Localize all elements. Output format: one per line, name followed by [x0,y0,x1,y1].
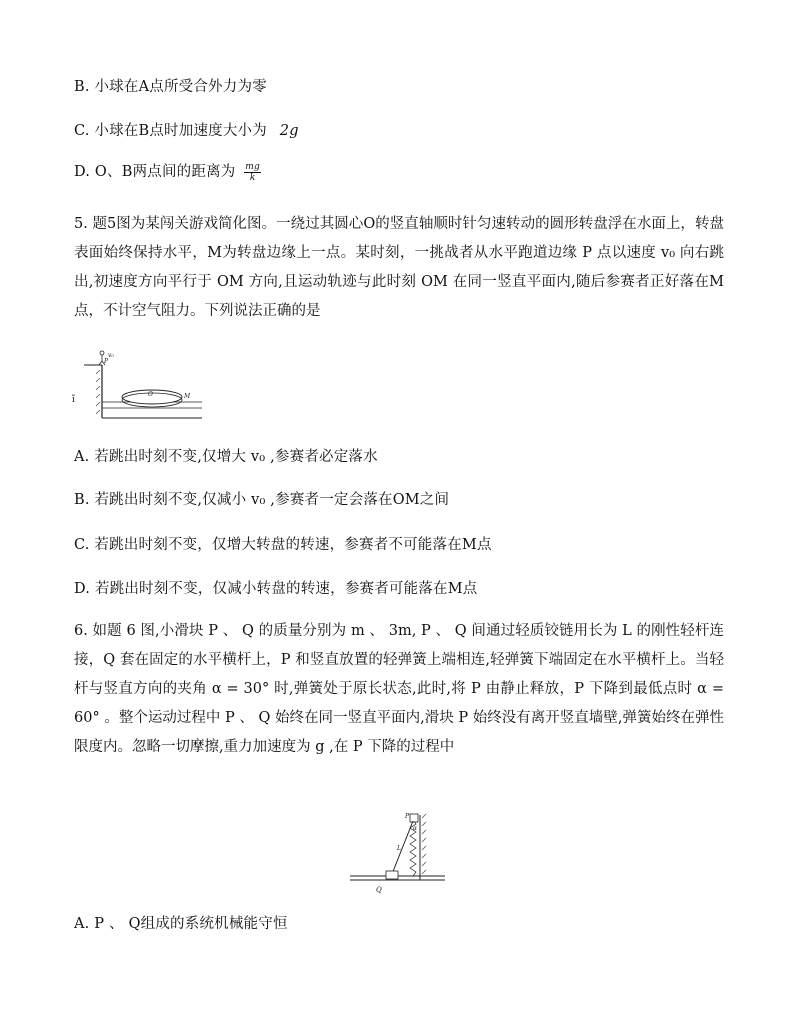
label-alpha: α [413,825,418,832]
person-icon [100,351,104,355]
block-Q [386,871,398,879]
q5-option-d: D. 若跳出时刻不变，仅减小转盘的转速，参赛者可能落在M点 [74,581,478,597]
q6-option-a: A. P 、 Q组成的系统机械能守恒 [74,916,288,932]
q5-stem: 5. 题5图为某闯关游戏简化图。一绕过其圆心O的竖直轴顺时针匀速转动的圆形转盘浮在水面上，转盘表面始终保持水平，M为转盘边缘上一点。某时刻，一挑战者从水平跑道边缘 P 点以速度 v₀ 向右跳出,初速度方向平行于 OM 方向,且运动轨迹与此时刻 OM 在同一竖直平面内,随后参赛者正好落在M点，不计空气阻力。下列说法正确的是 [74,216,724,319]
q4-option-d-text: D. O、B两点间的距离为 [74,164,236,180]
q4-option-c-math: 2g [279,123,299,139]
q5-figure [72,350,212,420]
q6-figure [350,810,470,900]
q4-option-d [74,160,261,183]
label-P: P [405,813,410,820]
label-v0: v₀ [108,352,114,359]
q4-option-c-text: C. 小球在B点时加速度大小为 [74,123,267,139]
q5-option-b: B. 若跳出时刻不变,仅减小 v₀ ,参赛者一定会落在OM之间 [74,492,450,508]
q5-option-c: C. 若跳出时刻不变，仅增大转盘的转速，参赛者不可能落在M点 [74,537,492,553]
q6-stem: 6. 如题 6 图,小滑块 P 、 Q 的质量分别为 m 、 3m, P 、 Q 间通过轻质铰链用长为 L 的刚性轻杆连接，Q 套在固定的水平横杆上，P 和竖直放置的轻弹簧上端相连,轻弹簧下端固定在水平横杆上。当轻杆与竖直方向的夹角 α = 30° 时,弹簧处于原长状态,此时,将 P 由静止释放，P 下降到最低点时 α = 60° 。整个运动过程中 P 、 Q 始终在同一竖直平面内,滑块 P 始终没有离开竖直墙壁,弹簧始终在弹性限度内。忽略一切摩擦,重力加速度为 g ,在 P 下降的过程中 [74,623,724,755]
label-L: L [397,845,401,852]
fraction-denominator: k [249,172,256,183]
label-P: P [104,358,109,365]
block-P [410,814,418,822]
q5-option-a: A. 若跳出时刻不变,仅增大 v₀ ,参赛者必定落水 [74,449,378,465]
figure-caption: ĩ [72,395,75,405]
q4-option-b: B. 小球在A点所受合外力为零 [74,79,267,95]
rod-L [392,821,413,874]
q4-option-c [74,119,299,140]
fraction-numerator: mg [245,161,260,172]
label-Q: Q [376,886,382,894]
q4-option-d-fraction [244,162,261,183]
label-M: M [184,393,191,400]
label-O: O [148,391,153,398]
